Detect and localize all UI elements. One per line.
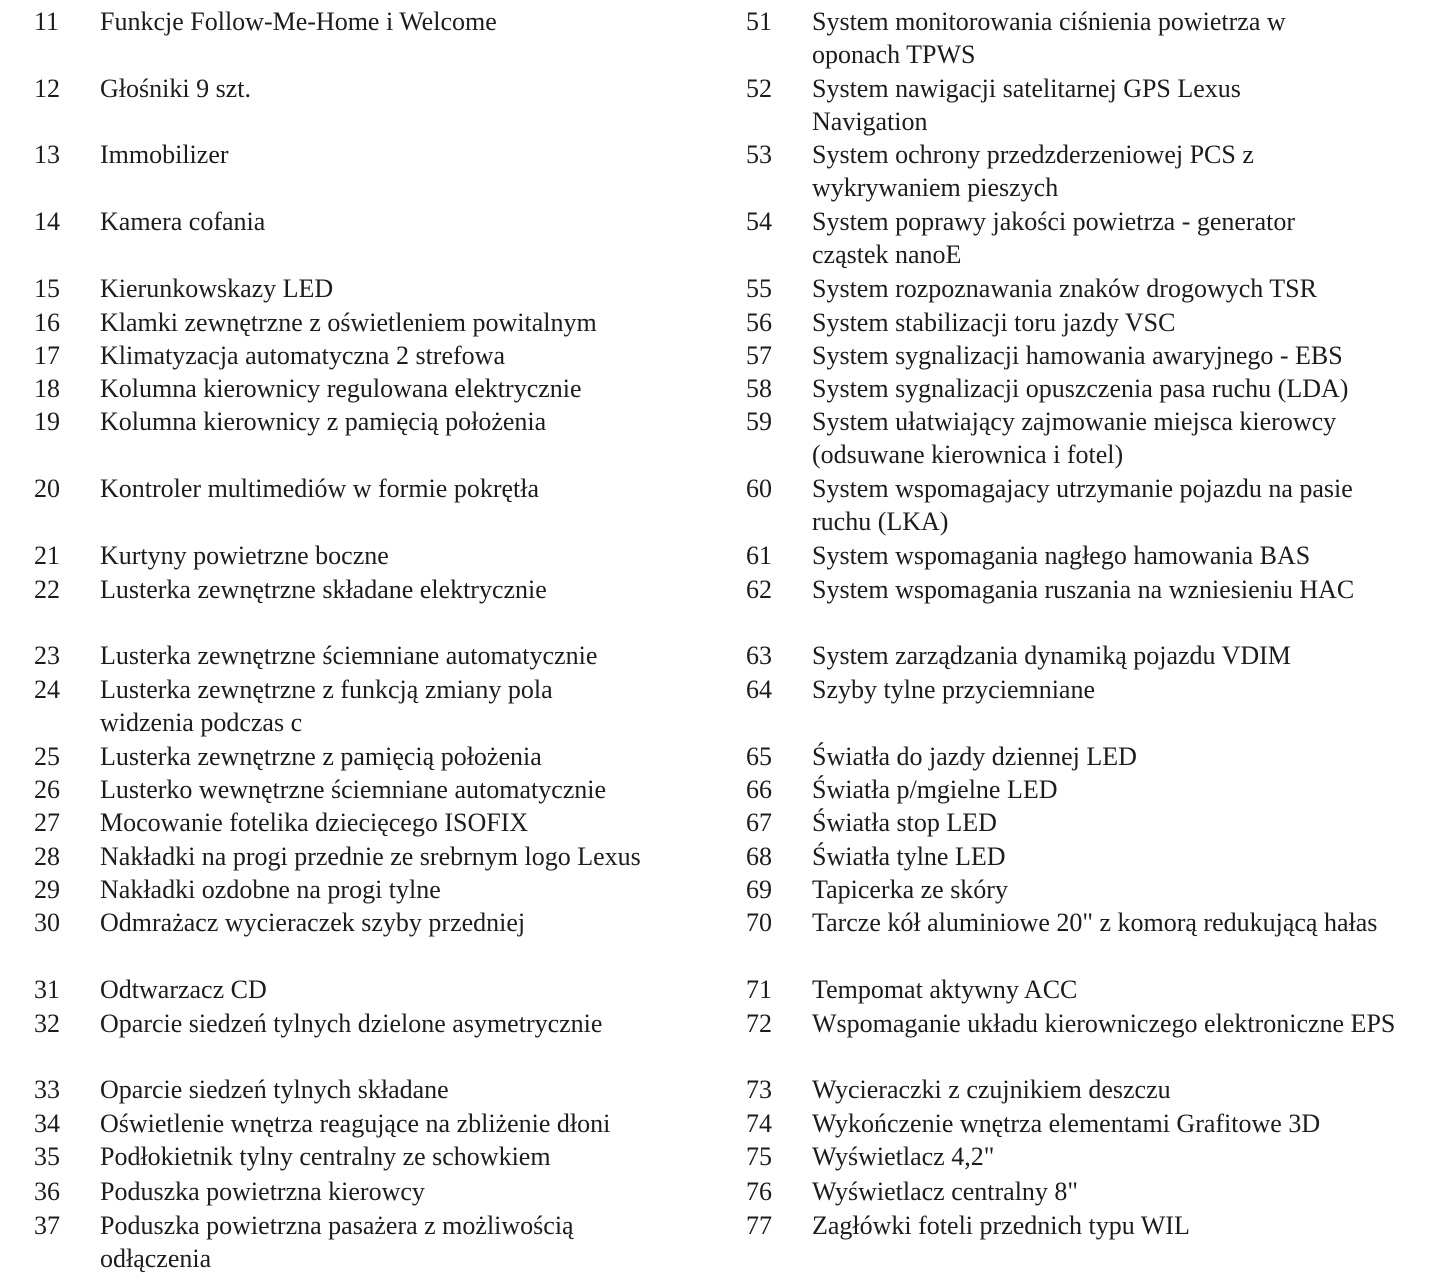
- list-item: [30, 873, 715, 906]
- item-number: 13: [34, 140, 60, 169]
- item-number: 72: [746, 1009, 772, 1038]
- list-item: [30, 272, 715, 305]
- list-item: [30, 5, 715, 38]
- item-number: 75: [746, 1142, 772, 1171]
- list-item: [742, 405, 1422, 472]
- item-number: 16: [34, 308, 60, 337]
- list-item: [30, 1175, 715, 1208]
- item-number: 55: [746, 274, 772, 303]
- item-number: 64: [746, 675, 772, 704]
- item-number: 33: [34, 1075, 60, 1104]
- item-number: 56: [746, 308, 772, 337]
- item-text: Funkcje Follow-Me-Home i Welcome: [100, 7, 497, 36]
- item-text: Szyby tylne przyciemniane: [812, 675, 1096, 704]
- item-text: System stabilizacji toru jazdy VSC: [812, 308, 1176, 337]
- item-text: Lusterka zewnętrzne z funkcją zmiany pola widzenia podczas c: [100, 675, 553, 738]
- item-text: Podłokietnik tylny centralny ze schowkiem: [100, 1142, 551, 1171]
- item-text: Wyświetlacz 4,2": [812, 1142, 995, 1171]
- item-text: Kontroler multimediów w formie pokrętła: [100, 474, 540, 503]
- item-text: Zagłówki foteli przednich typu WIL: [812, 1211, 1190, 1240]
- item-number: 21: [34, 541, 60, 570]
- item-number: 24: [34, 675, 60, 704]
- item-number: 15: [34, 274, 60, 303]
- item-text: Wspomaganie układu kierowniczego elektroniczne EPS: [812, 1009, 1396, 1038]
- list-item: [30, 72, 715, 105]
- list-item: [30, 372, 715, 405]
- list-item: [742, 773, 1422, 806]
- item-number: 77: [746, 1211, 772, 1240]
- item-number: 71: [746, 975, 772, 1004]
- list-item: [742, 573, 1372, 606]
- item-text: Głośniki 9 szt.: [100, 74, 251, 103]
- item-number: 37: [34, 1211, 60, 1240]
- item-number: 73: [746, 1075, 772, 1104]
- item-number: 27: [34, 808, 60, 837]
- list-item: [30, 138, 715, 171]
- list-item: [742, 306, 1422, 339]
- item-text: Mocowanie fotelika dziecięcego ISOFIX: [100, 808, 529, 837]
- list-item: [742, 639, 1422, 672]
- item-text: Wycieraczki z czujnikiem deszczu: [812, 1075, 1171, 1104]
- item-text: Nakładki na progi przednie ze srebrnym logo Lexus: [100, 842, 641, 871]
- list-item: [30, 472, 715, 505]
- list-item: [30, 306, 715, 339]
- item-text: Kolumna kierownicy regulowana elektrycznie: [100, 374, 582, 403]
- list-item: [30, 1209, 640, 1276]
- item-text: Tarcze kół aluminiowe 20" z komorą redukującą hałas: [812, 908, 1378, 937]
- item-number: 29: [34, 875, 60, 904]
- item-number: 31: [34, 975, 60, 1004]
- item-text: Kolumna kierownicy z pamięcią położenia: [100, 407, 547, 436]
- item-text: Oparcie siedzeń tylnych dzielone asymetrycznie: [100, 1009, 603, 1038]
- item-text: Nakładki ozdobne na progi tylne: [100, 875, 441, 904]
- item-text: Wykończenie wnętrza elementami Grafitowe 3D: [812, 1109, 1321, 1138]
- item-number: 30: [34, 908, 60, 937]
- list-item: [742, 372, 1422, 405]
- list-item: [742, 472, 1372, 539]
- item-text: System ochrony przedzderzeniowej PCS z wykrywaniem pieszych: [812, 140, 1254, 203]
- list-item: [30, 806, 715, 839]
- item-text: Oświetlenie wnętrza reagujące na zbliżenie dłoni: [100, 1109, 611, 1138]
- item-number: 66: [746, 775, 772, 804]
- item-text: System wspomagajacy utrzymanie pojazdu na pasie ruchu (LKA): [812, 474, 1353, 537]
- item-text: Odtwarzacz CD: [100, 975, 267, 1004]
- list-item: [742, 873, 1422, 906]
- item-text: System wspomagania nagłego hamowania BAS: [812, 541, 1311, 570]
- list-item: [742, 1175, 1422, 1208]
- list-item: [742, 1007, 1422, 1040]
- list-item: [30, 673, 620, 740]
- item-text: Światła p/mgielne LED: [812, 775, 1058, 804]
- item-text: Poduszka powietrzna kierowcy: [100, 1177, 425, 1206]
- list-item: [742, 1107, 1422, 1140]
- item-text: Światła tylne LED: [812, 842, 1006, 871]
- item-text: Wyświetlacz centralny 8": [812, 1177, 1079, 1206]
- list-item: [742, 673, 1422, 706]
- item-text: Światła stop LED: [812, 808, 997, 837]
- item-number: 59: [746, 407, 772, 436]
- item-number: 20: [34, 474, 60, 503]
- list-item: [30, 639, 715, 672]
- list-item: [742, 906, 1392, 939]
- item-number: 22: [34, 575, 60, 604]
- list-item: [30, 973, 715, 1006]
- list-item: [30, 405, 715, 438]
- item-number: 60: [746, 474, 772, 503]
- item-text: Lusterka zewnętrzne z pamięcią położenia: [100, 742, 542, 771]
- item-text: System zarządzania dynamiką pojazdu VDIM: [812, 641, 1291, 670]
- item-text: Światła do jazdy dziennej LED: [812, 742, 1137, 771]
- item-text: System monitorowania ciśnienia powietrza w oponach TPWS: [812, 7, 1286, 70]
- item-number: 32: [34, 1009, 60, 1038]
- item-number: 25: [34, 742, 60, 771]
- item-text: Kamera cofania: [100, 207, 266, 236]
- list-item: [30, 339, 715, 372]
- item-text: Kurtyny powietrzne boczne: [100, 541, 389, 570]
- item-number: 65: [746, 742, 772, 771]
- list-item: [30, 1073, 715, 1106]
- list-item: [742, 539, 1422, 572]
- item-number: 34: [34, 1109, 60, 1138]
- item-text: Tapicerka ze skóry: [812, 875, 1008, 904]
- item-text: Lusterka zewnętrzne składane elektrycznie: [100, 575, 547, 604]
- list-item: [30, 1107, 715, 1140]
- item-text: Poduszka powietrzna pasażera z możliwością odłączenia: [100, 1211, 574, 1274]
- list-item: [742, 339, 1422, 372]
- item-number: 58: [746, 374, 772, 403]
- list-item: [30, 539, 715, 572]
- item-text: System sygnalizacji opuszczenia pasa ruchu (LDA): [812, 374, 1349, 403]
- item-number: 51: [746, 7, 772, 36]
- item-text: System sygnalizacji hamowania awaryjnego - EBS: [812, 341, 1343, 370]
- list-item: [30, 773, 715, 806]
- list-item: [30, 740, 715, 773]
- item-text: Tempomat aktywny ACC: [812, 975, 1078, 1004]
- item-text: System ułatwiający zajmowanie miejsca kierowcy (odsuwane kierownica i fotel): [812, 407, 1337, 470]
- item-number: 14: [34, 207, 60, 236]
- item-text: Immobilizer: [100, 140, 229, 169]
- list-item: [30, 1140, 715, 1173]
- list-item: [742, 138, 1322, 205]
- item-text: System rozpoznawania znaków drogowych TSR: [812, 274, 1317, 303]
- list-item: [742, 1073, 1422, 1106]
- item-number: 12: [34, 74, 60, 103]
- list-item: [742, 72, 1312, 139]
- item-text: Oparcie siedzeń tylnych składane: [100, 1075, 449, 1104]
- list-item: [742, 1140, 1422, 1173]
- item-number: 57: [746, 341, 772, 370]
- item-number: 54: [746, 207, 772, 236]
- item-text: System wspomagania ruszania na wzniesieniu HAC: [812, 575, 1355, 604]
- list-item: [30, 906, 715, 939]
- item-text: Klamki zewnętrzne z oświetleniem powitalnym: [100, 308, 597, 337]
- item-text: Klimatyzacja automatyczna 2 strefowa: [100, 341, 505, 370]
- list-item: [742, 1209, 1422, 1242]
- item-number: 28: [34, 842, 60, 871]
- item-number: 23: [34, 641, 60, 670]
- item-number: 62: [746, 575, 772, 604]
- item-number: 36: [34, 1177, 60, 1206]
- item-number: 11: [34, 7, 60, 36]
- list-item: [742, 740, 1422, 773]
- item-number: 35: [34, 1142, 60, 1171]
- list-item: [742, 272, 1422, 305]
- item-number: 53: [746, 140, 772, 169]
- item-number: 69: [746, 875, 772, 904]
- list-item: [30, 1007, 715, 1040]
- item-number: 19: [34, 407, 60, 436]
- list-item: [742, 973, 1422, 1006]
- item-number: 74: [746, 1109, 772, 1138]
- item-number: 52: [746, 74, 772, 103]
- list-item: [30, 573, 715, 606]
- item-number: 26: [34, 775, 60, 804]
- item-number: 61: [746, 541, 772, 570]
- item-text: System nawigacji satelitarnej GPS Lexus Navigation: [812, 74, 1241, 137]
- item-text: Kierunkowskazy LED: [100, 274, 334, 303]
- list-item: [742, 840, 1422, 873]
- item-number: 63: [746, 641, 772, 670]
- item-number: 76: [746, 1177, 772, 1206]
- list-item: [742, 806, 1422, 839]
- list-item: [30, 840, 715, 873]
- item-text: System poprawy jakości powietrza - generator cząstek nanoE: [812, 207, 1296, 270]
- item-text: Lusterka zewnętrzne ściemniane automatycznie: [100, 641, 598, 670]
- item-number: 68: [746, 842, 772, 871]
- item-number: 70: [746, 908, 772, 937]
- list-item: [30, 205, 715, 238]
- item-text: Lusterko wewnętrzne ściemniane automatycznie: [100, 775, 607, 804]
- list-item: [742, 5, 1357, 72]
- item-number: 67: [746, 808, 772, 837]
- item-text: Odmrażacz wycieraczek szyby przedniej: [100, 908, 526, 937]
- list-item: [742, 205, 1372, 272]
- item-number: 17: [34, 341, 60, 370]
- item-number: 18: [34, 374, 60, 403]
